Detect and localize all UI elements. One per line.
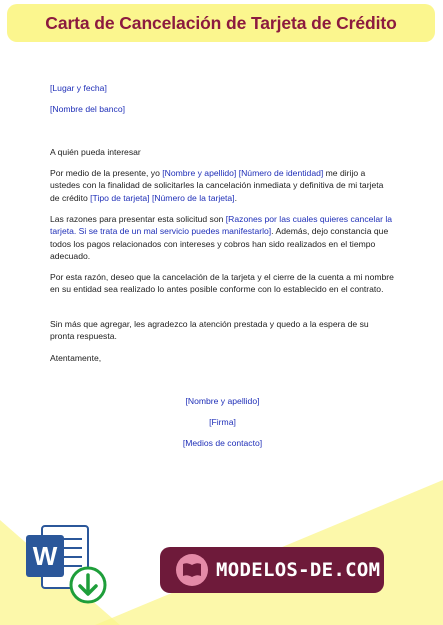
place-date-placeholder: [Lugar y fecha] xyxy=(50,83,107,93)
name-placeholder: [Nombre y apellido] xyxy=(162,168,237,178)
paragraph-4: Sin más que agregar, les agradezco la atención prestada y quedo a la espera de su pronta respuesta. xyxy=(50,319,369,342)
card-number-placeholder: [Número de la tarjeta] xyxy=(151,192,235,203)
closing: Atentamente, xyxy=(50,353,102,363)
book-icon xyxy=(176,554,208,586)
contact-placeholder: [Medios de contacto] xyxy=(182,438,263,448)
paragraph-1-text-c: me dirijo a ustedes con la finalidad de solicitarles la cancelación inmediata y definitiva de mi tarjeta de crédito xyxy=(50,168,384,203)
signature-name-placeholder: [Nombre y apellido] xyxy=(185,396,260,406)
reasons-placeholder: [Razones por las cuales quieres cancelar la tarjeta. Si se trata de un mal servicio puedes manifestarlo] xyxy=(50,214,393,237)
title-banner xyxy=(7,4,435,42)
paragraph-1-text-e: . xyxy=(234,192,237,203)
brand-name: MODELOS-DE.COM xyxy=(216,559,381,581)
paragraph-1-text-a: Por medio de la presente, yo xyxy=(50,168,163,178)
bank-name-placeholder: [Nombre del banco] xyxy=(50,104,125,114)
word-letter: W xyxy=(32,541,58,571)
paragraph-1 xyxy=(50,167,395,204)
word-document-download-icon[interactable] xyxy=(22,523,112,613)
id-number-placeholder: [Número de identidad] xyxy=(238,168,324,178)
page-title: Carta de Cancelación de Tarjeta de Crédito xyxy=(45,12,397,33)
card-type-placeholder: [Tipo de tarjeta] xyxy=(90,192,150,203)
paragraph-2-text-a: Las razones para presentar esta solicitud son xyxy=(50,214,226,224)
paragraph-2-text-b: . Además, dejo constancia que todos los pagos relacionados con intereses y cobros han sido realizados en el tiempo adecuado. xyxy=(50,226,389,261)
greeting: A quién pueda interesar xyxy=(50,147,141,157)
brand-logo-button[interactable] xyxy=(160,547,384,593)
signature-placeholder: [Firma] xyxy=(209,417,236,427)
paragraph-3: Por esta razón, deseo que la cancelación de la tarjeta y el cierre de la cuenta a mi nombre en su entidad sea realizado lo antes posible conforme con lo establecido en el contrato. xyxy=(50,272,394,295)
paragraph-2 xyxy=(50,213,395,262)
